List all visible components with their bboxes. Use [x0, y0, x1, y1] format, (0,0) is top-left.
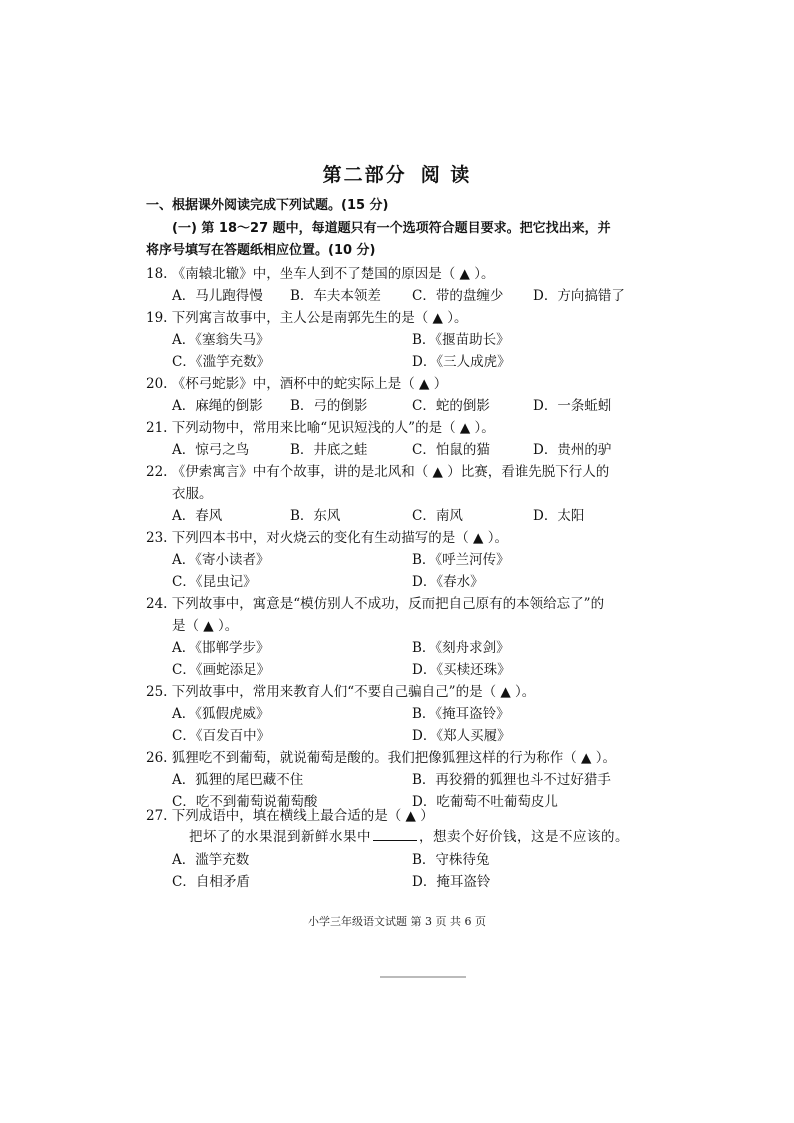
q25-option-d: D．《郑人买履》	[412, 728, 511, 744]
question-23: 23. 下列四本书中，对火烧云的变化有生动描写的是（ ▲ ）。	[146, 530, 508, 546]
q21-option-b: B．井底之蛙	[290, 442, 368, 458]
page-footer: 小学三年级语文试题 第 3 页 共 6 页	[308, 915, 486, 928]
reading-title: 阅 读	[420, 164, 472, 186]
q27-option-a: A．滥竽充数	[172, 852, 250, 868]
q23-option-b: B．《呼兰河传》	[412, 552, 510, 568]
q19-option-b: B．《揠苗助长》	[412, 332, 510, 348]
q27-sentence-before: 把坏了的水果混到新鲜水果中	[189, 829, 371, 845]
q24-option-a: A．《邯郸学步》	[172, 640, 270, 656]
question-26: 26. 狐狸吃不到葡萄，就说葡萄是酸的。我们把像狐狸这样的行为称作（ ▲ ）。	[146, 750, 616, 766]
question-27: 27. 下列成语中，填在横线上最合适的是（ ▲ ）	[146, 808, 434, 824]
q25-option-b: B．《掩耳盗铃》	[412, 706, 510, 722]
q22-option-a: A．春风	[172, 508, 223, 524]
q21-option-c: C．怕鼠的猫	[412, 442, 490, 458]
q23-option-c: C．《昆虫记》	[172, 574, 257, 590]
q20-option-c: C．蛇的倒影	[412, 398, 490, 414]
section-heading: 一、根据课外阅读完成下列试题。(15 分)	[146, 198, 389, 213]
q21-option-d: D．贵州的驴	[533, 442, 612, 458]
q26-option-c: C．吃不到葡萄说葡萄酸	[172, 794, 318, 810]
q18-option-b: B．车夫本领差	[290, 288, 381, 304]
q18-option-d: D．方向搞错了	[533, 288, 625, 304]
q20-option-d: D．一条蚯蚓	[533, 398, 612, 414]
question-18: 18. 《南辕北辙》中，坐车人到不了楚国的原因是（ ▲ ）。	[146, 266, 495, 282]
scan-smudge	[380, 976, 466, 978]
instruction-line-2: 将序号填写在答题纸相应位置。(10 分)	[146, 243, 376, 258]
q26-option-a: A．狐狸的尾巴藏不住	[172, 772, 304, 788]
question-24-continued: 是（ ▲ ）。	[172, 618, 239, 634]
q19-option-d: D．《三人成虎》	[412, 354, 511, 370]
q27-option-b: B．守株待兔	[412, 852, 490, 868]
part-title: 第二部分	[322, 164, 407, 186]
q22-option-b: B．东风	[290, 508, 341, 524]
q27-sentence-after: ，想卖个好价钱，这是不应该的。	[419, 829, 629, 845]
question-20: 20. 《杯弓蛇影》中，酒杯中的蛇实际上是（ ▲ ）	[146, 376, 448, 392]
q22-option-c: C．南风	[412, 508, 463, 524]
q19-option-a: A．《塞翁失马》	[172, 332, 270, 348]
q24-option-d: D．《买椟还珠》	[412, 662, 511, 678]
q21-option-a: A．惊弓之鸟	[172, 442, 250, 458]
q20-option-a: A．麻绳的倒影	[172, 398, 263, 414]
q19-option-c: C．《滥竽充数》	[172, 354, 271, 370]
q18-option-a: A．马儿跑得慢	[172, 288, 263, 304]
q23-option-a: A．《寄小读者》	[172, 552, 270, 568]
page-title	[0, 160, 794, 187]
q20-option-b: B．弓的倒影	[290, 398, 368, 414]
q22-option-d: D．太阳	[533, 508, 585, 524]
question-22: 22. 《伊索寓言》中有个故事，讲的是北风和（ ▲ ）比赛，看谁先脱下行人的	[146, 464, 610, 480]
q26-option-d: D．吃葡萄不吐葡萄皮儿	[412, 794, 558, 810]
q27-sentence	[189, 825, 629, 845]
q27-option-d: D．掩耳盗铃	[412, 874, 491, 890]
question-25: 25. 下列故事中，常用来教育人们“不要自己骗自己”的是（ ▲ ）。	[146, 684, 536, 700]
question-19: 19. 下列寓言故事中，主人公是南郭先生的是（ ▲ ）。	[146, 310, 468, 326]
q27-answer-blank	[373, 830, 417, 841]
q25-option-c: C．《百发百中》	[172, 728, 271, 744]
question-24: 24. 下列故事中，寓意是“模仿别人不成功，反而把自己原有的本领给忘了”的	[146, 596, 605, 612]
q27-option-c: C．自相矛盾	[172, 874, 250, 890]
question-21: 21. 下列动物中，常用来比喻“见识短浅的人”的是（ ▲ ）。	[146, 420, 495, 436]
q23-option-d: D．《春水》	[412, 574, 484, 590]
q18-option-c: C．带的盘缠少	[412, 288, 504, 304]
question-22-continued: 衣服。	[172, 486, 213, 502]
q24-option-c: C．《画蛇添足》	[172, 662, 271, 678]
q24-option-b: B．《刻舟求剑》	[412, 640, 510, 656]
q25-option-a: A．《狐假虎威》	[172, 706, 270, 722]
instruction-line-1: (一) 第 18～27 题中，每道题只有一个选项符合题目要求。把它找出来，并	[172, 221, 611, 236]
q26-option-b: B．再狡猾的狐狸也斗不过好猎手	[412, 772, 611, 788]
